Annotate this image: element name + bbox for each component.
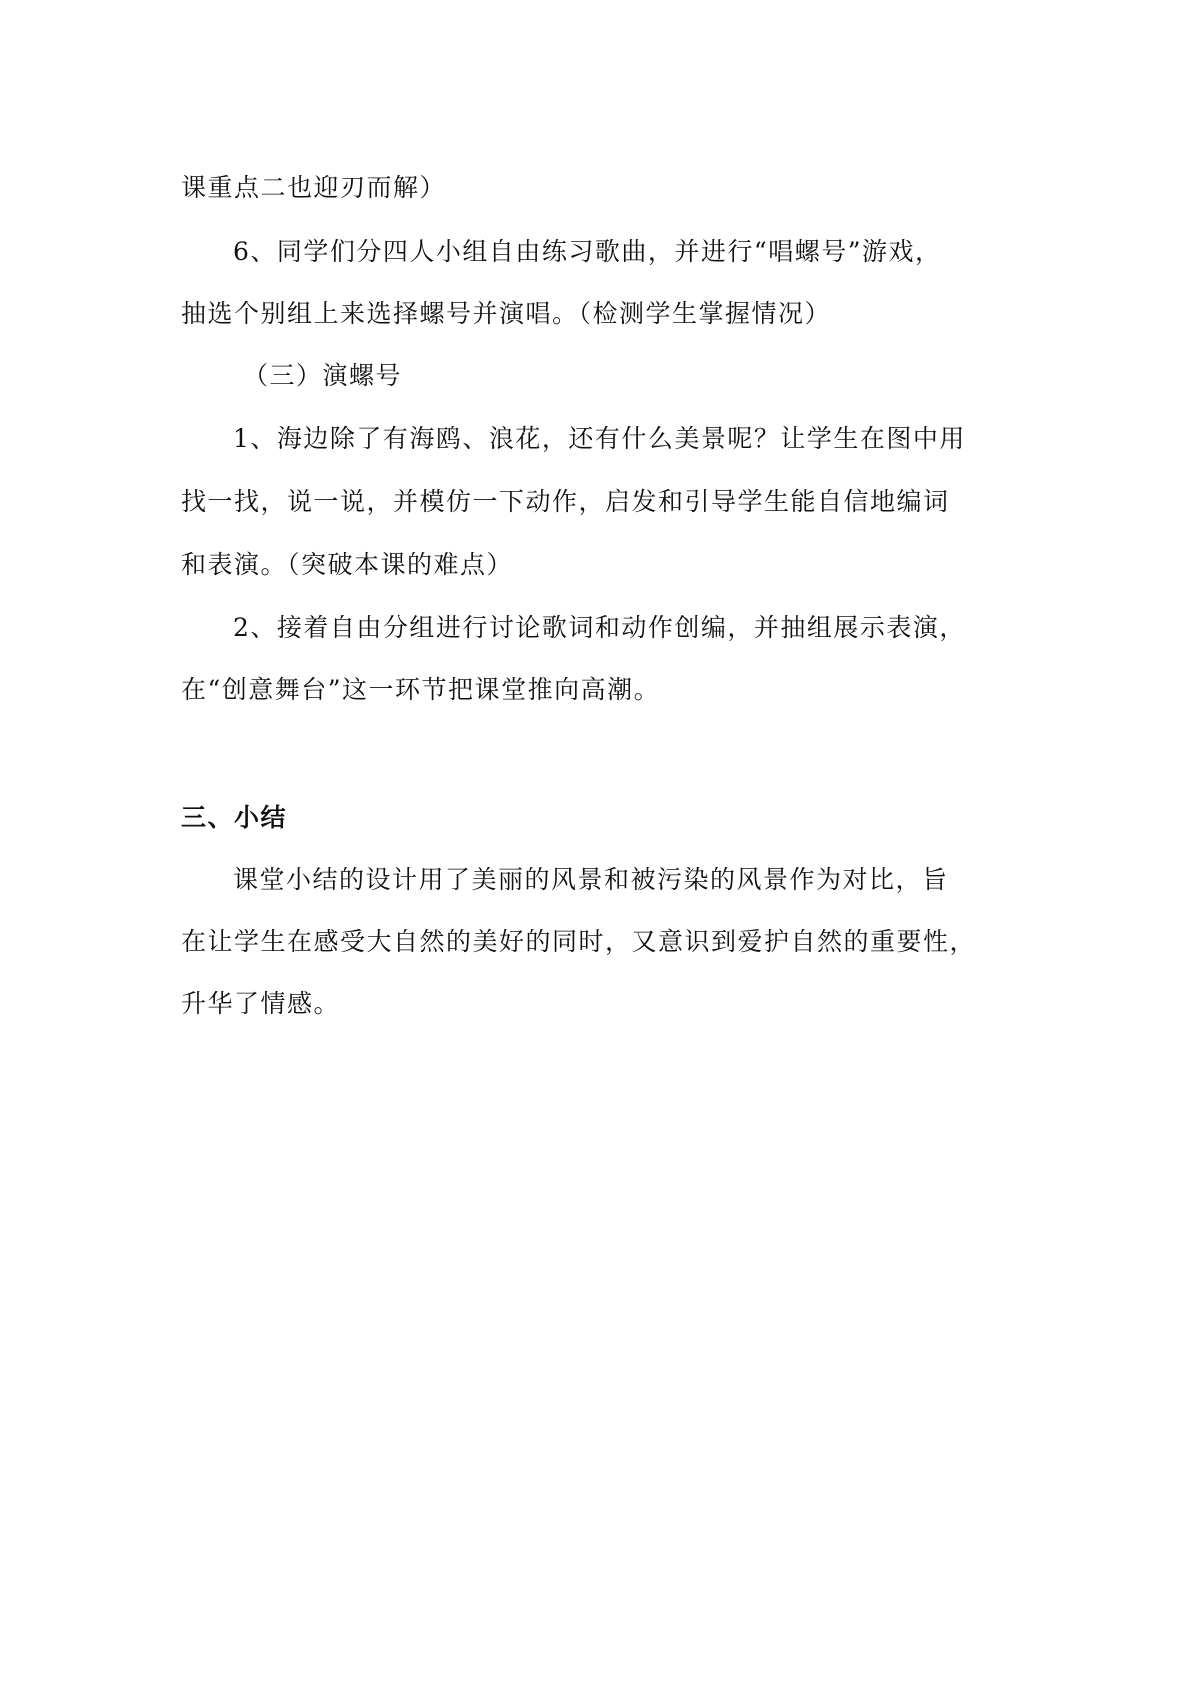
summary-line: 课堂小结的设计用了美丽的风景和被污染的风景作为对比，旨 bbox=[233, 865, 949, 894]
paragraph-line: 2、接着自由分组进行讨论歌词和动作创编，并抽组展示表演， bbox=[233, 613, 966, 642]
paragraph-line: 在“创意舞台”这一环节把课堂推向高潮。 bbox=[181, 675, 661, 704]
paragraph-line: 抽选个别组上来选择螺号并演唱。（检测学生掌握情况） bbox=[181, 299, 832, 328]
paragraph-line: 6、同学们分四人小组自由练习歌曲，并进行“唱螺号”游戏， bbox=[233, 237, 942, 266]
summary-line: 升华了情感。 bbox=[181, 989, 341, 1018]
paragraph-line: 找一找，说一说，并模仿一下动作，启发和引导学生能自信地编词 bbox=[181, 487, 950, 516]
paragraph-line: 和表演。（突破本课的难点） bbox=[181, 550, 514, 579]
section-heading: 三、小结 bbox=[181, 803, 288, 832]
paragraph-line: 课重点二也迎刃而解） bbox=[181, 173, 447, 202]
paragraph-line: 1、海边除了有海鸥、浪花，还有什么美景呢？让学生在图中用 bbox=[233, 424, 966, 453]
summary-line: 在让学生在感受大自然的美好的同时，又意识到爱护自然的重要性， bbox=[181, 927, 977, 956]
subsection-heading: （三）演螺号 bbox=[243, 361, 403, 390]
